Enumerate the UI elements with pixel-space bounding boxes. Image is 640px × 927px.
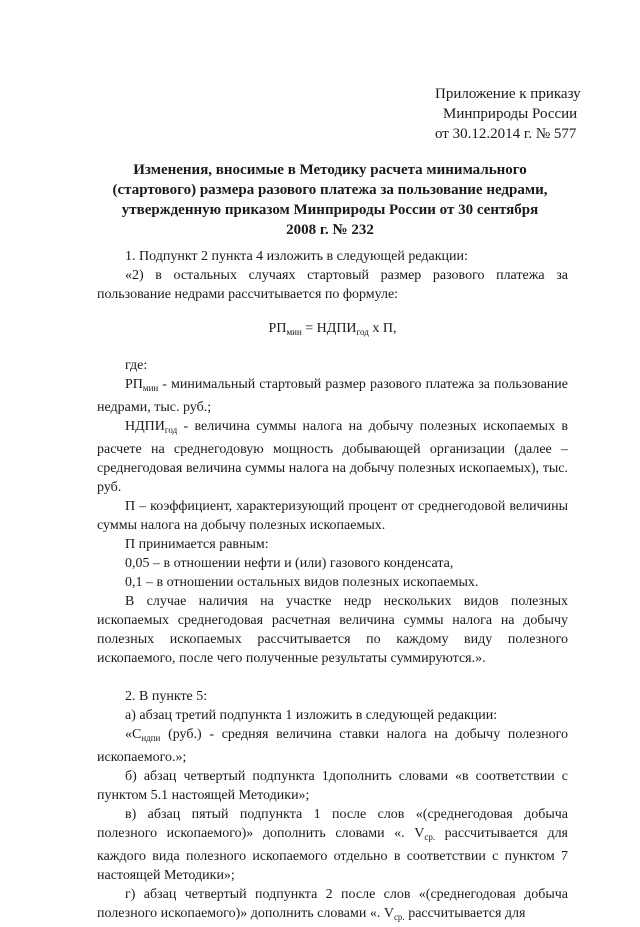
document-body bbox=[97, 247, 568, 927]
formula-p: х П, bbox=[368, 321, 397, 336]
rp-term-sub: мин bbox=[142, 383, 159, 393]
ndpi-definition bbox=[97, 417, 568, 497]
formula-rp-sub: мин bbox=[286, 327, 302, 337]
item-v-pre: в) абзац пятый подпункта 1 после слов «(среднегодовая добыча полезного ископаемого)» дополнить словами «. V bbox=[97, 807, 568, 841]
c-term-sub: ндпи bbox=[141, 733, 161, 743]
item-a-quote-rest: (руб.) - средняя величина ставки налога на добычу полезного ископаемого.»; bbox=[97, 727, 568, 765]
multiple-minerals: В случае наличия на участке недр нескольких видов полезных ископаемых среднегодовая расчетная величина суммы налога на добычу полезных ископаемых рассчитывается по каждому виду полезного ископаемого, после чего полученные результаты суммируются.». bbox=[97, 594, 568, 666]
item-v bbox=[97, 805, 568, 885]
c-term: «С bbox=[125, 727, 142, 742]
formula-rp: РП bbox=[268, 321, 287, 336]
item-g bbox=[97, 885, 568, 927]
appendix-line-3: от 30.12.2014 г. № 577 bbox=[435, 126, 577, 142]
where-label: где: bbox=[125, 358, 148, 373]
appendix-line-1: Приложение к приказу bbox=[435, 86, 581, 102]
appendix-line-2: Минприроды России bbox=[443, 106, 578, 122]
value-other: 0,1 – в отношении остальных видов полезных ископаемых. bbox=[125, 575, 479, 590]
item-g-sub: ср. bbox=[393, 912, 405, 922]
item-g-post: рассчитывается для bbox=[404, 906, 526, 921]
rp-term: РП bbox=[125, 377, 143, 392]
ndpi-term: НДПИ bbox=[125, 419, 165, 434]
document-title: Изменения, вносимые в Методику расчета минимального (стартового) размера разового платежа за пользование недрами, утвержденную приказом Минприроды России от 30 сентября 2008 г. № 232 bbox=[112, 162, 548, 238]
formula bbox=[97, 319, 568, 342]
formula-ndpi-sub: год bbox=[356, 327, 369, 337]
appendix-header bbox=[435, 84, 581, 144]
item-b: б) абзац четвертый подпункта 1дополнить словами «в соответствии с пунктом 5.1 настоящей Методики»; bbox=[97, 769, 568, 803]
paragraph-gap bbox=[97, 668, 568, 687]
section-1-heading: 1. Подпункт 2 пункта 4 изложить в следующей редакции: bbox=[125, 249, 468, 264]
item-g-pre: г) абзац четвертый подпункта 2 после слов «(среднегодовая добыча полезного ископаемого)» дополнить словами «. V bbox=[97, 887, 568, 921]
section-2-heading: 2. В пункте 5: bbox=[125, 689, 208, 704]
item-a: а) абзац третий подпункта 1 изложить в следующей редакции: bbox=[125, 708, 498, 723]
item-v-sub: ср. bbox=[424, 832, 436, 842]
rp-definition bbox=[97, 375, 568, 417]
rp-def-text: - минимальный стартовый размер разового платежа за пользование недрами, тыс. руб.; bbox=[97, 377, 568, 415]
item-a-quote bbox=[97, 725, 568, 767]
p-equal: П принимается равным: bbox=[125, 537, 269, 552]
item-v-post: рассчитывается для каждого вида полезного ископаемого отдельно в соответствии с пунктом 7 настоящей Методики»; bbox=[97, 826, 568, 883]
section-1-intro: «2) в остальных случаях стартовый размер разового платежа за пользование недрами рассчитывается по формуле: bbox=[97, 268, 568, 302]
p-definition: П – коэффициент, характеризующий процент от среднегодовой величины суммы налога на добычу полезных ископаемых. bbox=[97, 499, 568, 533]
ndpi-term-sub: год bbox=[164, 425, 178, 435]
ndpi-def-text: - величина суммы налога на добычу полезных ископаемых в расчете на среднегодовую мощность добывающей организации (далее – среднегодовая величина суммы налога на добычу полезных ископаемых), тыс. руб. bbox=[97, 419, 568, 495]
formula-ndpi: = НДПИ bbox=[301, 321, 357, 336]
value-oil: 0,05 – в отношении нефти и (или) газового конденсата, bbox=[125, 556, 454, 571]
